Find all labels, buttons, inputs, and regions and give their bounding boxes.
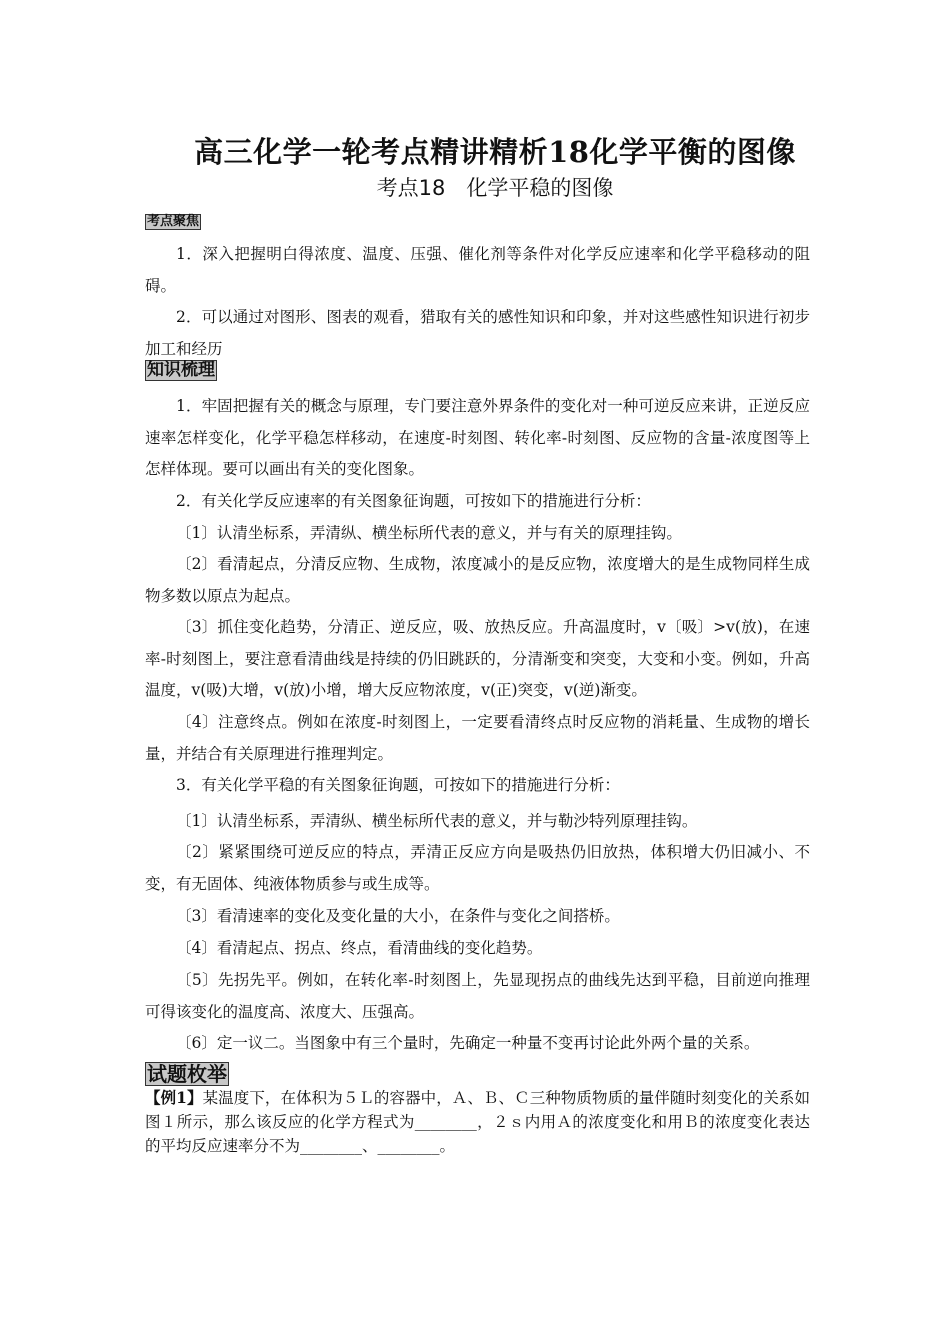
focus-paragraph-2: 2．可以通过对图形、图表的观看，猎取有关的感性知识和印象，并对这些感性知识进行初步加工和经历 [145,308,810,358]
knowledge-paragraph-12: 〔5〕先拐先平。例如，在转化率-时刻图上，先显现拐点的曲线先达到平稳，目前逆向推理可得该变化的温度高、浓度大、压强高。 [145,971,810,1021]
knowledge-paragraph-13: 〔6〕定一议二。当图象中有三个量时，先确定一种量不变再讨论此外两个量的关系。 [176,1034,760,1052]
document-subtitle: 考点18 化学平稳的图像 [376,176,614,200]
example-1-text: 某温度下，在体积为５Ｌ的容器中，Ａ、Ｂ、Ｃ三种物质物质的量伴随时刻变化的关系如图１所示，那么该反应的化学方程式为________，２ｓ内用Ａ的浓度变化和用Ｂ的浓度变化表达的平均反应速率分不为________、________。 [145,1089,810,1155]
knowledge-paragraph-9: 〔2〕紧紧围绕可逆反应的特点，弄清正反应方向是吸热仍旧放热，体积增大仍旧减小、不变，有无固体、纯液体物质参与或生成等。 [145,843,810,893]
section-label-knowledge: 知识梳理 [147,360,215,380]
knowledge-paragraph-5: 〔3〕抓住变化趋势，分清正、逆反应，吸、放热反应。升高温度时，v〔吸〕>v(放)，在速率-时刻图上，要注意看清曲线是持续的仍旧跳跃的，分清渐变和突变，大变和小变。例如，升高温度，v(吸)大增，v(放)小增，增大反应物浓度，v(正)突变，v(逆)渐变。 [145,618,810,699]
knowledge-paragraph-7: 3．有关化学平稳的有关图象征询题，可按如下的措施进行分析： [176,776,620,794]
example-1-tag: 【例1】 [145,1088,203,1107]
section-label-focus: 考点聚焦 [147,214,200,229]
knowledge-paragraph-11: 〔4〕看清起点、拐点、终点，看清曲线的变化趋势。 [176,939,543,957]
knowledge-paragraph-8: 〔1〕认清坐标系，弄清纵、横坐标所代表的意义，并与勒沙特列原理挂钩。 [176,812,698,830]
knowledge-paragraph-1: 1．牢固把握有关的概念与原理，专门要注意外界条件的变化对一种可逆反应来讲，正逆反应速率怎样变化，化学平稳怎样移动，在速度-时刻图、转化率-时刻图、反应物的含量-浓度图等上怎样体现。要可以画出有关的变化图象。 [145,397,810,478]
knowledge-paragraph-4: 〔2〕看清起点，分清反应物、生成物，浓度减小的是反应物，浓度增大的是生成物同样生成物多数以原点为起点。 [145,555,810,605]
knowledge-paragraph-10: 〔3〕看清速率的变化及变化量的大小，在条件与变化之间搭桥。 [176,907,620,925]
knowledge-paragraph-6: 〔4〕注意终点。例如在浓度-时刻图上，一定要看清终点时反应物的消耗量、生成物的增长量，并结合有关原理进行推理判定。 [145,713,810,763]
document-title: 高三化学一轮考点精讲精析18化学平衡的图像 [194,135,796,169]
example-1 [145,1086,810,1158]
focus-paragraph-1: 1．深入把握明白得浓度、温度、压强、催化剂等条件对化学反应速率和化学平稳移动的阻碍。 [145,245,810,295]
knowledge-paragraph-2: 2．有关化学反应速率的有关图象征询题，可按如下的措施进行分析： [176,492,651,510]
knowledge-paragraph-3: 〔1〕认清坐标系，弄清纵、横坐标所代表的意义，并与有关的原理挂钩。 [176,524,682,542]
section-label-examples: 试题枚举 [147,1062,227,1086]
